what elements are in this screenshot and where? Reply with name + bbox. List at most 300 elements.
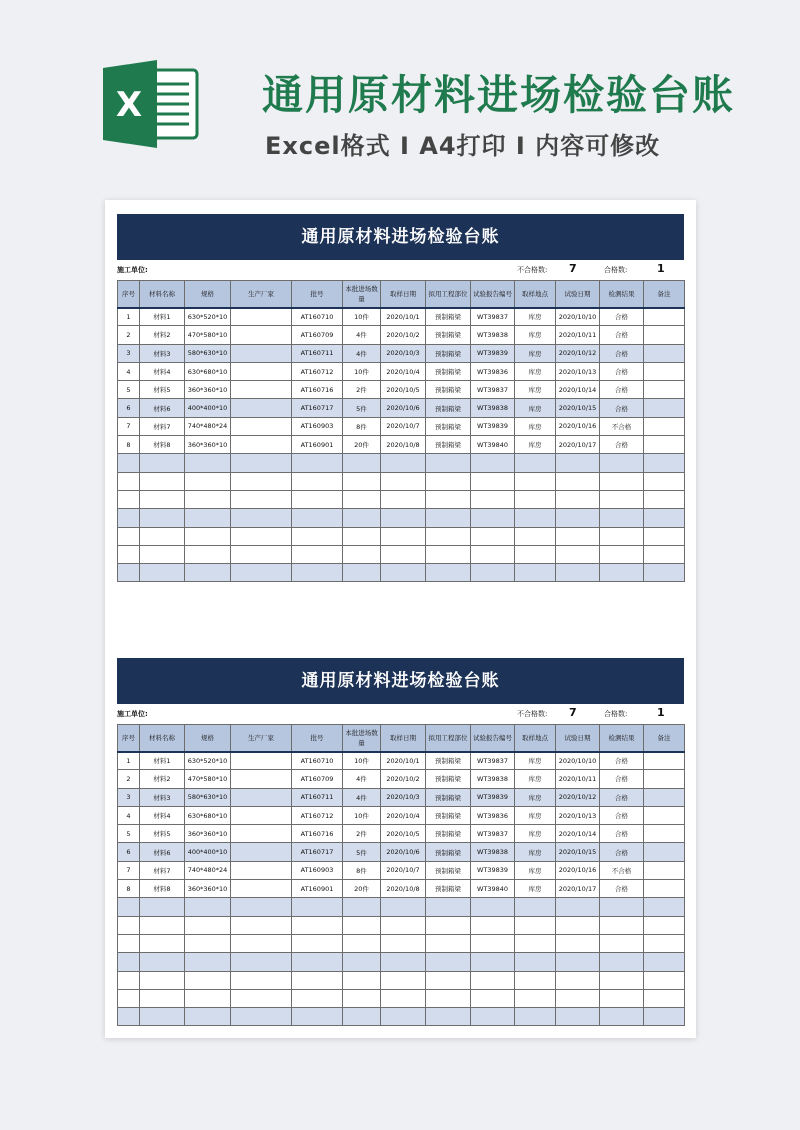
table-cell[interactable]: 4 bbox=[118, 806, 140, 824]
table-cell[interactable]: 360*360*10 bbox=[185, 381, 231, 399]
table-cell[interactable] bbox=[381, 545, 426, 563]
table-cell[interactable]: 2020/10/13 bbox=[556, 362, 600, 380]
table-cell[interactable]: 630*680*10 bbox=[185, 362, 231, 380]
table-cell[interactable] bbox=[471, 953, 515, 971]
table-cell[interactable] bbox=[426, 971, 471, 989]
table-cell[interactable] bbox=[292, 1008, 343, 1026]
table-cell[interactable]: 360*360*10 bbox=[185, 880, 231, 898]
table-cell[interactable] bbox=[140, 472, 185, 490]
table-cell[interactable]: 预制箱梁 bbox=[426, 417, 471, 435]
table-cell[interactable] bbox=[231, 308, 292, 326]
table-cell[interactable] bbox=[644, 806, 685, 824]
table-cell[interactable]: 材料6 bbox=[140, 399, 185, 417]
table-cell[interactable]: 预制箱梁 bbox=[426, 770, 471, 788]
table-cell[interactable] bbox=[343, 472, 381, 490]
table-cell[interactable]: 2020/10/12 bbox=[556, 788, 600, 806]
table-cell[interactable] bbox=[343, 527, 381, 545]
table-cell[interactable] bbox=[556, 527, 600, 545]
table-cell[interactable] bbox=[381, 898, 426, 916]
table-cell[interactable]: 合格 bbox=[600, 436, 644, 454]
table-cell[interactable]: 2020/10/15 bbox=[556, 843, 600, 861]
table-cell[interactable] bbox=[515, 934, 556, 952]
table-cell[interactable]: 3 bbox=[118, 344, 140, 362]
table-cell[interactable]: 2020/10/2 bbox=[381, 770, 426, 788]
table-cell[interactable]: 合格 bbox=[600, 381, 644, 399]
table-cell[interactable] bbox=[471, 971, 515, 989]
table-cell[interactable] bbox=[426, 898, 471, 916]
table-cell[interactable]: 材料8 bbox=[140, 880, 185, 898]
table-cell[interactable] bbox=[185, 490, 231, 508]
table-cell[interactable]: WT39839 bbox=[471, 417, 515, 435]
table-cell[interactable]: WT39838 bbox=[471, 399, 515, 417]
table-cell[interactable]: 740*480*24 bbox=[185, 861, 231, 879]
table-cell[interactable] bbox=[231, 843, 292, 861]
table-cell[interactable] bbox=[471, 454, 515, 472]
table-cell[interactable] bbox=[471, 898, 515, 916]
table-cell[interactable] bbox=[231, 1008, 292, 1026]
table-cell[interactable]: 2020/10/11 bbox=[556, 326, 600, 344]
table-cell[interactable] bbox=[140, 953, 185, 971]
table-cell[interactable]: WT39840 bbox=[471, 436, 515, 454]
table-cell[interactable]: AT160716 bbox=[292, 825, 343, 843]
table-cell[interactable] bbox=[118, 564, 140, 582]
table-cell[interactable]: 2020/10/3 bbox=[381, 344, 426, 362]
table-cell[interactable]: 360*360*10 bbox=[185, 436, 231, 454]
table-cell[interactable] bbox=[118, 1008, 140, 1026]
table-cell[interactable]: 6 bbox=[118, 843, 140, 861]
table-cell[interactable] bbox=[185, 472, 231, 490]
table-cell[interactable] bbox=[600, 527, 644, 545]
table-cell[interactable] bbox=[600, 564, 644, 582]
table-cell[interactable]: 2020/10/7 bbox=[381, 861, 426, 879]
table-cell[interactable] bbox=[515, 490, 556, 508]
table-cell[interactable] bbox=[343, 971, 381, 989]
table-cell[interactable] bbox=[556, 472, 600, 490]
table-cell[interactable] bbox=[426, 454, 471, 472]
table-cell[interactable] bbox=[140, 509, 185, 527]
table-cell[interactable] bbox=[343, 564, 381, 582]
table-cell[interactable]: AT160711 bbox=[292, 788, 343, 806]
table-cell[interactable] bbox=[426, 989, 471, 1007]
table-cell[interactable] bbox=[644, 898, 685, 916]
table-cell[interactable] bbox=[426, 916, 471, 934]
table-cell[interactable]: 2020/10/7 bbox=[381, 417, 426, 435]
table-cell[interactable]: AT160903 bbox=[292, 861, 343, 879]
table-cell[interactable] bbox=[231, 934, 292, 952]
table-cell[interactable]: 合格 bbox=[600, 843, 644, 861]
table-cell[interactable]: 合格 bbox=[600, 344, 644, 362]
table-cell[interactable] bbox=[381, 454, 426, 472]
table-cell[interactable] bbox=[231, 381, 292, 399]
table-cell[interactable] bbox=[600, 490, 644, 508]
table-cell[interactable]: 不合格 bbox=[600, 861, 644, 879]
table-cell[interactable] bbox=[231, 454, 292, 472]
table-cell[interactable] bbox=[343, 916, 381, 934]
table-cell[interactable]: 2件 bbox=[343, 381, 381, 399]
table-cell[interactable] bbox=[426, 1008, 471, 1026]
table-cell[interactable] bbox=[644, 399, 685, 417]
table-cell[interactable]: 库房 bbox=[515, 344, 556, 362]
table-cell[interactable] bbox=[185, 545, 231, 563]
table-cell[interactable]: WT39837 bbox=[471, 752, 515, 770]
table-cell[interactable]: 库房 bbox=[515, 843, 556, 861]
table-cell[interactable] bbox=[231, 971, 292, 989]
table-cell[interactable] bbox=[644, 916, 685, 934]
table-cell[interactable]: 材料8 bbox=[140, 436, 185, 454]
table-cell[interactable] bbox=[140, 564, 185, 582]
table-cell[interactable]: 20件 bbox=[343, 436, 381, 454]
table-cell[interactable] bbox=[231, 344, 292, 362]
table-cell[interactable] bbox=[471, 989, 515, 1007]
table-cell[interactable]: AT160716 bbox=[292, 381, 343, 399]
table-cell[interactable] bbox=[644, 527, 685, 545]
table-cell[interactable] bbox=[231, 825, 292, 843]
table-cell[interactable] bbox=[140, 527, 185, 545]
table-cell[interactable] bbox=[644, 825, 685, 843]
table-cell[interactable]: 5件 bbox=[343, 843, 381, 861]
table-cell[interactable] bbox=[343, 953, 381, 971]
table-cell[interactable] bbox=[292, 934, 343, 952]
table-cell[interactable] bbox=[343, 1008, 381, 1026]
table-cell[interactable] bbox=[644, 752, 685, 770]
table-cell[interactable] bbox=[426, 527, 471, 545]
table-cell[interactable] bbox=[381, 934, 426, 952]
table-cell[interactable] bbox=[515, 971, 556, 989]
table-cell[interactable] bbox=[185, 1008, 231, 1026]
table-cell[interactable] bbox=[556, 509, 600, 527]
table-cell[interactable]: WT39838 bbox=[471, 770, 515, 788]
table-cell[interactable]: 预制箱梁 bbox=[426, 752, 471, 770]
table-cell[interactable] bbox=[556, 953, 600, 971]
table-cell[interactable]: 材料2 bbox=[140, 770, 185, 788]
table-cell[interactable]: 库房 bbox=[515, 381, 556, 399]
table-cell[interactable] bbox=[381, 953, 426, 971]
table-cell[interactable]: 库房 bbox=[515, 825, 556, 843]
table-cell[interactable]: 库房 bbox=[515, 417, 556, 435]
table-cell[interactable] bbox=[381, 509, 426, 527]
table-cell[interactable] bbox=[185, 953, 231, 971]
table-cell[interactable]: AT160903 bbox=[292, 417, 343, 435]
table-cell[interactable]: WT39839 bbox=[471, 344, 515, 362]
table-cell[interactable] bbox=[644, 843, 685, 861]
table-cell[interactable] bbox=[118, 454, 140, 472]
table-cell[interactable] bbox=[231, 436, 292, 454]
table-cell[interactable]: 预制箱梁 bbox=[426, 788, 471, 806]
table-cell[interactable]: 4件 bbox=[343, 326, 381, 344]
table-cell[interactable]: 20件 bbox=[343, 880, 381, 898]
table-cell[interactable] bbox=[426, 490, 471, 508]
table-cell[interactable]: 2020/10/12 bbox=[556, 344, 600, 362]
table-cell[interactable]: 库房 bbox=[515, 752, 556, 770]
table-cell[interactable] bbox=[426, 472, 471, 490]
table-cell[interactable] bbox=[292, 472, 343, 490]
table-cell[interactable] bbox=[140, 1008, 185, 1026]
table-cell[interactable] bbox=[556, 971, 600, 989]
table-cell[interactable]: 2020/10/11 bbox=[556, 770, 600, 788]
table-cell[interactable] bbox=[471, 527, 515, 545]
table-cell[interactable] bbox=[644, 545, 685, 563]
table-cell[interactable] bbox=[292, 564, 343, 582]
table-cell[interactable] bbox=[343, 898, 381, 916]
table-cell[interactable]: 预制箱梁 bbox=[426, 362, 471, 380]
table-cell[interactable]: 库房 bbox=[515, 308, 556, 326]
table-cell[interactable]: 2020/10/4 bbox=[381, 362, 426, 380]
table-cell[interactable]: 2020/10/16 bbox=[556, 861, 600, 879]
table-cell[interactable] bbox=[644, 417, 685, 435]
table-cell[interactable]: 材料5 bbox=[140, 381, 185, 399]
table-cell[interactable]: AT160711 bbox=[292, 344, 343, 362]
table-cell[interactable] bbox=[471, 509, 515, 527]
table-cell[interactable]: 材料5 bbox=[140, 825, 185, 843]
table-cell[interactable]: 库房 bbox=[515, 399, 556, 417]
table-cell[interactable] bbox=[140, 454, 185, 472]
table-cell[interactable] bbox=[600, 1008, 644, 1026]
table-cell[interactable] bbox=[644, 770, 685, 788]
table-cell[interactable]: 库房 bbox=[515, 806, 556, 824]
table-cell[interactable] bbox=[292, 545, 343, 563]
table-cell[interactable]: 合格 bbox=[600, 308, 644, 326]
table-cell[interactable] bbox=[556, 934, 600, 952]
table-cell[interactable] bbox=[381, 490, 426, 508]
table-cell[interactable]: 740*480*24 bbox=[185, 417, 231, 435]
table-cell[interactable]: 2件 bbox=[343, 825, 381, 843]
table-cell[interactable]: 4件 bbox=[343, 770, 381, 788]
table-cell[interactable]: 10件 bbox=[343, 752, 381, 770]
table-cell[interactable]: 合格 bbox=[600, 326, 644, 344]
table-cell[interactable]: 库房 bbox=[515, 362, 556, 380]
table-cell[interactable]: 2020/10/1 bbox=[381, 308, 426, 326]
table-cell[interactable] bbox=[231, 770, 292, 788]
table-cell[interactable] bbox=[556, 916, 600, 934]
table-cell[interactable] bbox=[644, 564, 685, 582]
table-cell[interactable]: 7 bbox=[118, 861, 140, 879]
table-cell[interactable] bbox=[118, 953, 140, 971]
table-cell[interactable] bbox=[231, 806, 292, 824]
table-cell[interactable]: 材料7 bbox=[140, 861, 185, 879]
table-cell[interactable] bbox=[600, 953, 644, 971]
table-cell[interactable]: 2020/10/17 bbox=[556, 436, 600, 454]
table-cell[interactable]: AT160709 bbox=[292, 326, 343, 344]
table-cell[interactable]: 470*580*10 bbox=[185, 326, 231, 344]
table-cell[interactable]: 360*360*10 bbox=[185, 825, 231, 843]
table-cell[interactable]: 2020/10/14 bbox=[556, 381, 600, 399]
table-cell[interactable]: 2020/10/15 bbox=[556, 399, 600, 417]
table-cell[interactable] bbox=[644, 326, 685, 344]
table-cell[interactable]: 8件 bbox=[343, 417, 381, 435]
table-cell[interactable]: 8 bbox=[118, 436, 140, 454]
table-cell[interactable]: 材料2 bbox=[140, 326, 185, 344]
table-cell[interactable]: WT39838 bbox=[471, 326, 515, 344]
table-cell[interactable] bbox=[231, 861, 292, 879]
table-cell[interactable] bbox=[515, 898, 556, 916]
table-cell[interactable] bbox=[140, 490, 185, 508]
table-cell[interactable] bbox=[644, 308, 685, 326]
table-cell[interactable] bbox=[644, 490, 685, 508]
table-cell[interactable] bbox=[381, 1008, 426, 1026]
table-cell[interactable] bbox=[644, 788, 685, 806]
table-cell[interactable]: WT39837 bbox=[471, 308, 515, 326]
table-cell[interactable] bbox=[140, 934, 185, 952]
table-cell[interactable]: 库房 bbox=[515, 861, 556, 879]
table-cell[interactable] bbox=[381, 527, 426, 545]
table-cell[interactable] bbox=[231, 509, 292, 527]
table-cell[interactable]: 1 bbox=[118, 308, 140, 326]
table-cell[interactable]: AT160712 bbox=[292, 362, 343, 380]
table-cell[interactable] bbox=[118, 934, 140, 952]
table-cell[interactable]: AT160709 bbox=[292, 770, 343, 788]
table-cell[interactable]: 2020/10/14 bbox=[556, 825, 600, 843]
table-cell[interactable]: 400*400*10 bbox=[185, 399, 231, 417]
table-cell[interactable] bbox=[343, 934, 381, 952]
table-cell[interactable] bbox=[231, 326, 292, 344]
table-cell[interactable]: 材料1 bbox=[140, 308, 185, 326]
table-cell[interactable] bbox=[118, 916, 140, 934]
table-cell[interactable] bbox=[515, 545, 556, 563]
table-cell[interactable] bbox=[600, 454, 644, 472]
table-cell[interactable] bbox=[231, 564, 292, 582]
table-cell[interactable] bbox=[381, 989, 426, 1007]
table-cell[interactable] bbox=[381, 564, 426, 582]
table-cell[interactable]: 5 bbox=[118, 825, 140, 843]
table-cell[interactable] bbox=[118, 490, 140, 508]
table-cell[interactable] bbox=[118, 989, 140, 1007]
table-cell[interactable] bbox=[231, 880, 292, 898]
table-cell[interactable] bbox=[471, 472, 515, 490]
table-cell[interactable] bbox=[292, 916, 343, 934]
table-cell[interactable] bbox=[471, 545, 515, 563]
table-cell[interactable] bbox=[556, 545, 600, 563]
table-cell[interactable]: 预制箱梁 bbox=[426, 399, 471, 417]
table-cell[interactable] bbox=[231, 989, 292, 1007]
table-cell[interactable]: 合格 bbox=[600, 806, 644, 824]
table-cell[interactable] bbox=[644, 971, 685, 989]
table-cell[interactable] bbox=[644, 880, 685, 898]
table-cell[interactable]: 合格 bbox=[600, 825, 644, 843]
table-cell[interactable] bbox=[185, 509, 231, 527]
table-cell[interactable] bbox=[515, 953, 556, 971]
table-cell[interactable]: WT39840 bbox=[471, 880, 515, 898]
table-cell[interactable] bbox=[118, 527, 140, 545]
table-cell[interactable]: 6 bbox=[118, 399, 140, 417]
table-cell[interactable]: 2020/10/10 bbox=[556, 308, 600, 326]
table-cell[interactable]: WT39837 bbox=[471, 825, 515, 843]
table-cell[interactable] bbox=[644, 472, 685, 490]
table-cell[interactable] bbox=[644, 1008, 685, 1026]
table-cell[interactable] bbox=[292, 454, 343, 472]
table-cell[interactable] bbox=[426, 564, 471, 582]
table-cell[interactable] bbox=[292, 971, 343, 989]
table-cell[interactable] bbox=[426, 509, 471, 527]
table-cell[interactable] bbox=[515, 509, 556, 527]
table-cell[interactable] bbox=[231, 545, 292, 563]
table-cell[interactable]: 预制箱梁 bbox=[426, 843, 471, 861]
table-cell[interactable] bbox=[292, 898, 343, 916]
table-cell[interactable]: 合格 bbox=[600, 788, 644, 806]
table-cell[interactable] bbox=[556, 989, 600, 1007]
table-cell[interactable]: 合格 bbox=[600, 362, 644, 380]
table-cell[interactable] bbox=[644, 509, 685, 527]
table-cell[interactable]: 2020/10/5 bbox=[381, 825, 426, 843]
table-cell[interactable]: 预制箱梁 bbox=[426, 880, 471, 898]
table-cell[interactable]: WT39838 bbox=[471, 843, 515, 861]
table-cell[interactable] bbox=[600, 989, 644, 1007]
table-cell[interactable]: 库房 bbox=[515, 326, 556, 344]
table-cell[interactable] bbox=[556, 454, 600, 472]
table-cell[interactable] bbox=[644, 953, 685, 971]
table-cell[interactable]: 2 bbox=[118, 770, 140, 788]
table-cell[interactable] bbox=[231, 490, 292, 508]
table-cell[interactable] bbox=[343, 545, 381, 563]
table-cell[interactable]: 预制箱梁 bbox=[426, 326, 471, 344]
table-cell[interactable] bbox=[644, 989, 685, 1007]
table-cell[interactable] bbox=[185, 916, 231, 934]
table-cell[interactable]: 合格 bbox=[600, 880, 644, 898]
table-cell[interactable] bbox=[600, 545, 644, 563]
table-cell[interactable]: 材料1 bbox=[140, 752, 185, 770]
table-cell[interactable]: 不合格 bbox=[600, 417, 644, 435]
table-cell[interactable] bbox=[118, 472, 140, 490]
table-cell[interactable] bbox=[231, 417, 292, 435]
table-cell[interactable]: AT160710 bbox=[292, 752, 343, 770]
table-cell[interactable] bbox=[556, 564, 600, 582]
table-cell[interactable] bbox=[343, 490, 381, 508]
table-cell[interactable]: 400*400*10 bbox=[185, 843, 231, 861]
table-cell[interactable] bbox=[515, 454, 556, 472]
table-cell[interactable]: 470*580*10 bbox=[185, 770, 231, 788]
table-cell[interactable] bbox=[231, 916, 292, 934]
table-cell[interactable]: 预制箱梁 bbox=[426, 825, 471, 843]
table-cell[interactable]: 4 bbox=[118, 362, 140, 380]
table-cell[interactable]: 合格 bbox=[600, 399, 644, 417]
table-cell[interactable]: 预制箱梁 bbox=[426, 344, 471, 362]
table-cell[interactable]: 材料3 bbox=[140, 788, 185, 806]
table-cell[interactable] bbox=[515, 989, 556, 1007]
table-cell[interactable]: 4件 bbox=[343, 788, 381, 806]
table-cell[interactable]: 合格 bbox=[600, 770, 644, 788]
table-cell[interactable]: 2020/10/4 bbox=[381, 806, 426, 824]
table-cell[interactable] bbox=[644, 362, 685, 380]
table-cell[interactable] bbox=[118, 971, 140, 989]
table-cell[interactable]: AT160712 bbox=[292, 806, 343, 824]
table-cell[interactable]: 8件 bbox=[343, 861, 381, 879]
table-cell[interactable] bbox=[140, 989, 185, 1007]
table-cell[interactable] bbox=[140, 898, 185, 916]
table-cell[interactable]: 630*520*10 bbox=[185, 752, 231, 770]
table-cell[interactable] bbox=[644, 381, 685, 399]
table-cell[interactable]: 2020/10/5 bbox=[381, 381, 426, 399]
table-cell[interactable]: 库房 bbox=[515, 880, 556, 898]
table-cell[interactable] bbox=[185, 934, 231, 952]
table-cell[interactable] bbox=[600, 971, 644, 989]
table-cell[interactable] bbox=[140, 545, 185, 563]
table-cell[interactable] bbox=[515, 1008, 556, 1026]
table-cell[interactable]: 3 bbox=[118, 788, 140, 806]
table-cell[interactable]: 库房 bbox=[515, 788, 556, 806]
table-cell[interactable]: 材料4 bbox=[140, 806, 185, 824]
table-cell[interactable]: 7 bbox=[118, 417, 140, 435]
table-cell[interactable]: 630*520*10 bbox=[185, 308, 231, 326]
table-cell[interactable] bbox=[515, 527, 556, 545]
table-cell[interactable] bbox=[292, 953, 343, 971]
table-cell[interactable] bbox=[515, 564, 556, 582]
table-cell[interactable] bbox=[292, 989, 343, 1007]
table-cell[interactable] bbox=[471, 564, 515, 582]
table-cell[interactable] bbox=[471, 916, 515, 934]
table-cell[interactable]: 580*630*10 bbox=[185, 788, 231, 806]
table-cell[interactable]: 预制箱梁 bbox=[426, 806, 471, 824]
table-cell[interactable] bbox=[185, 564, 231, 582]
table-cell[interactable]: 5件 bbox=[343, 399, 381, 417]
